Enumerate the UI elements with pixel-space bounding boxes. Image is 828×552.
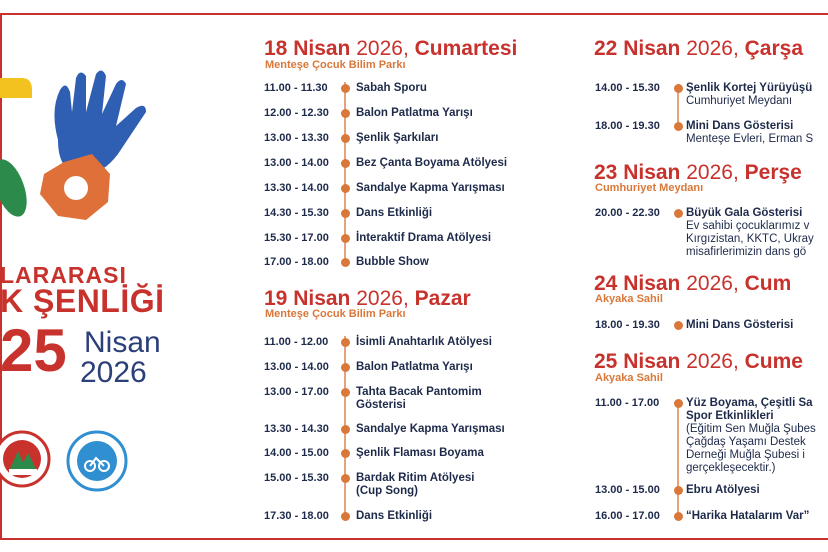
festival-date-number: 25 <box>0 317 67 384</box>
event-row <box>264 107 329 119</box>
event-row <box>264 510 329 522</box>
top-border-line <box>0 13 828 15</box>
flower-center <box>64 176 88 200</box>
timeline-dot <box>674 84 683 93</box>
timeline-dot <box>341 209 350 218</box>
event-location: Cumhuriyet Meydanı <box>686 95 793 107</box>
timeline-dot <box>674 122 683 131</box>
event-name: Dans Etkinliği <box>356 510 433 522</box>
event-name-line1: Bardak Ritim Atölyesi <box>356 472 475 484</box>
venue-18-nisan: Menteşe Çocuk Bilim Parkı <box>265 59 406 71</box>
event-name: Dans Etkinliği <box>356 207 433 219</box>
event-time: 13.00 - 13.30 <box>264 132 329 144</box>
event-name: İsimli Anahtarlık Atölyesi <box>356 336 492 348</box>
timeline-dot <box>341 84 350 93</box>
event-row <box>595 319 660 331</box>
event-row <box>264 82 328 94</box>
timeline-dot <box>341 234 350 243</box>
event-name <box>686 120 813 146</box>
timeline-dot <box>341 425 350 434</box>
timeline-dot <box>674 512 683 521</box>
event-name-line1: Yüz Boyama, Çeşitli Sa <box>686 397 813 409</box>
event-name-line1: Tahta Bacak Pantomim <box>356 386 482 398</box>
event-name: “Harika Hatalarım Var” <box>686 510 810 522</box>
event-name-line2: Spor Etkinlikleri <box>686 410 774 422</box>
event-row <box>264 423 329 435</box>
event-row <box>595 120 660 132</box>
event-name-line1: Mini Dans Gösterisi <box>686 120 794 132</box>
event-row <box>595 397 659 409</box>
timeline-dot <box>341 338 350 347</box>
event-name <box>356 472 474 498</box>
event-row <box>264 157 329 169</box>
event-time: 13.00 - 14.00 <box>264 157 329 169</box>
day-year: 2026, <box>686 161 739 184</box>
timeline-dot <box>341 159 350 168</box>
event-name: Sabah Sporu <box>356 82 427 94</box>
event-time: 14.00 - 15.30 <box>595 82 660 94</box>
timeline-dot <box>341 449 350 458</box>
event-time: 11.00 - 17.00 <box>595 397 660 409</box>
event-name: Şenlik Şarkıları <box>356 132 439 144</box>
event-time: 16.00 - 17.00 <box>595 510 660 522</box>
festival-year: 2026 <box>80 356 147 389</box>
event-time: 17.30 - 18.00 <box>264 510 329 522</box>
day-year: 2026, <box>356 287 409 310</box>
event-name: Şenlik Flaması Boyama <box>356 447 484 459</box>
event-row <box>595 484 660 496</box>
event-name <box>686 207 814 259</box>
event-location: Menteşe Evleri, Erman S <box>686 133 814 145</box>
day-year: 2026, <box>686 37 739 60</box>
event-description-line2: Kırgızistan, KKTC, Ukray <box>686 233 814 245</box>
event-time: 13.30 - 14.30 <box>264 423 329 435</box>
day-weekday: Cume <box>744 350 803 373</box>
venue-19-nisan: Menteşe Çocuk Bilim Parkı <box>265 308 406 320</box>
event-time: 11.00 - 11.30 <box>264 82 328 94</box>
day-date: 23 Nisan <box>594 161 681 184</box>
event-name: Sandalye Kapma Yarışması <box>356 423 505 435</box>
festival-month: Nisan <box>84 326 161 359</box>
timeline-dot <box>341 109 350 118</box>
event-description-line4: gerçekleşecektir.) <box>686 462 776 474</box>
event-description-line3: Derneği Muğla Şubesi i <box>686 449 805 461</box>
timeline-dot <box>341 184 350 193</box>
festival-shapes-graphic <box>0 70 190 245</box>
event-time: 14.30 - 15.30 <box>264 207 329 219</box>
day-header-22-nisan <box>594 37 803 61</box>
event-row <box>595 207 660 219</box>
event-time: 15.00 - 15.30 <box>264 472 329 484</box>
event-time: 13.00 - 14.00 <box>264 361 329 373</box>
event-row <box>595 82 660 94</box>
event-name-line2: (Cup Song) <box>356 485 418 497</box>
event-row <box>595 510 660 522</box>
day-date: 24 Nisan <box>594 272 681 295</box>
day-header-25-nisan <box>594 350 803 374</box>
event-row <box>264 386 329 398</box>
day-header-18-nisan <box>264 37 517 61</box>
event-time: 18.00 - 19.30 <box>595 120 660 132</box>
ula-municipality-logo <box>66 430 128 492</box>
day-weekday: Cumartesi <box>414 37 518 60</box>
green-leaf-shape <box>0 155 33 221</box>
event-name: Bez Çanta Boyama Atölyesi <box>356 157 508 169</box>
festival-title-line1: LARARASI <box>0 262 127 288</box>
event-row <box>264 182 329 194</box>
venue-25-nisan: Akyaka Sahil <box>595 372 663 384</box>
day-weekday: Çarşa <box>744 37 804 60</box>
event-row <box>264 256 329 268</box>
bottom-border-line <box>0 538 828 540</box>
event-description-line1: (Eğitim Sen Muğla Şubes <box>686 423 816 435</box>
event-row <box>264 447 329 459</box>
venue-24-nisan: Akyaka Sahil <box>595 293 663 305</box>
timeline-dot <box>341 474 350 483</box>
event-name: Ebru Atölyesi <box>686 484 760 496</box>
day-date: 18 Nisan <box>264 37 351 60</box>
timeline-dot <box>341 363 350 372</box>
event-name: Balon Patlatma Yarışı <box>356 361 473 373</box>
timeline-dot <box>341 258 350 267</box>
event-name: Mini Dans Gösterisi <box>686 319 794 331</box>
day-weekday: Pazar <box>414 287 471 310</box>
event-row <box>264 336 328 348</box>
timeline-dot <box>674 321 683 330</box>
event-name: Bubble Show <box>356 256 429 268</box>
event-name-line1: Büyük Gala Gösterisi <box>686 207 803 219</box>
event-name-line1: Şenlik Kortej Yürüyüşü <box>686 82 813 94</box>
event-name: İnteraktif Drama Atölyesi <box>356 232 492 244</box>
event-row <box>264 472 329 484</box>
festival-title-line2: K ŞENLİĞİ <box>0 283 165 319</box>
event-time: 13.00 - 15.00 <box>595 484 660 496</box>
event-description-line2: Çağdaş Yaşamı Destek <box>686 436 806 448</box>
event-name-line2: Gösterisi <box>356 399 406 411</box>
event-name <box>686 82 812 108</box>
timeline-dot <box>341 388 350 397</box>
day-weekday: Perşe <box>744 161 802 184</box>
day-year: 2026, <box>686 272 739 295</box>
mentese-municipality-logo <box>0 425 56 495</box>
day-weekday: Cum <box>744 272 792 295</box>
timeline-dot <box>341 134 350 143</box>
day-date: 25 Nisan <box>594 350 681 373</box>
event-time: 18.00 - 19.30 <box>595 319 660 331</box>
timeline-dot <box>674 486 683 495</box>
event-description-line1: Ev sahibi çocuklarımız v <box>686 220 810 232</box>
event-time: 13.30 - 14.00 <box>264 182 329 194</box>
event-time: 13.00 - 17.00 <box>264 386 329 398</box>
event-time: 20.00 - 22.30 <box>595 207 660 219</box>
event-time: 12.00 - 12.30 <box>264 107 329 119</box>
event-name: Balon Patlatma Yarışı <box>356 107 473 119</box>
day-date: 19 Nisan <box>264 287 351 310</box>
timeline-dot <box>674 209 683 218</box>
event-time: 11.00 - 12.00 <box>264 336 329 348</box>
event-row <box>264 361 329 373</box>
event-time: 15.30 - 17.00 <box>264 232 329 244</box>
event-time: 14.00 - 15.00 <box>264 447 329 459</box>
event-description-line3: misafirlerimizin dans gö <box>686 246 807 258</box>
timeline-dot <box>674 399 683 408</box>
day-year: 2026, <box>356 37 409 60</box>
event-time: 17.00 - 18.00 <box>264 256 329 268</box>
event-name <box>356 386 482 412</box>
yellow-shape <box>0 78 32 98</box>
day-year: 2026, <box>686 350 739 373</box>
blue-hand-icon <box>54 70 146 174</box>
event-name <box>686 397 816 475</box>
timeline-25-nisan <box>677 400 679 516</box>
event-name: Sandalye Kapma Yarışması <box>356 182 505 194</box>
event-row <box>264 207 329 219</box>
day-date: 22 Nisan <box>594 37 681 60</box>
timeline-dot <box>341 512 350 521</box>
event-row <box>264 132 329 144</box>
venue-23-nisan: Cumhuriyet Meydanı <box>595 182 704 194</box>
event-row <box>264 232 329 244</box>
